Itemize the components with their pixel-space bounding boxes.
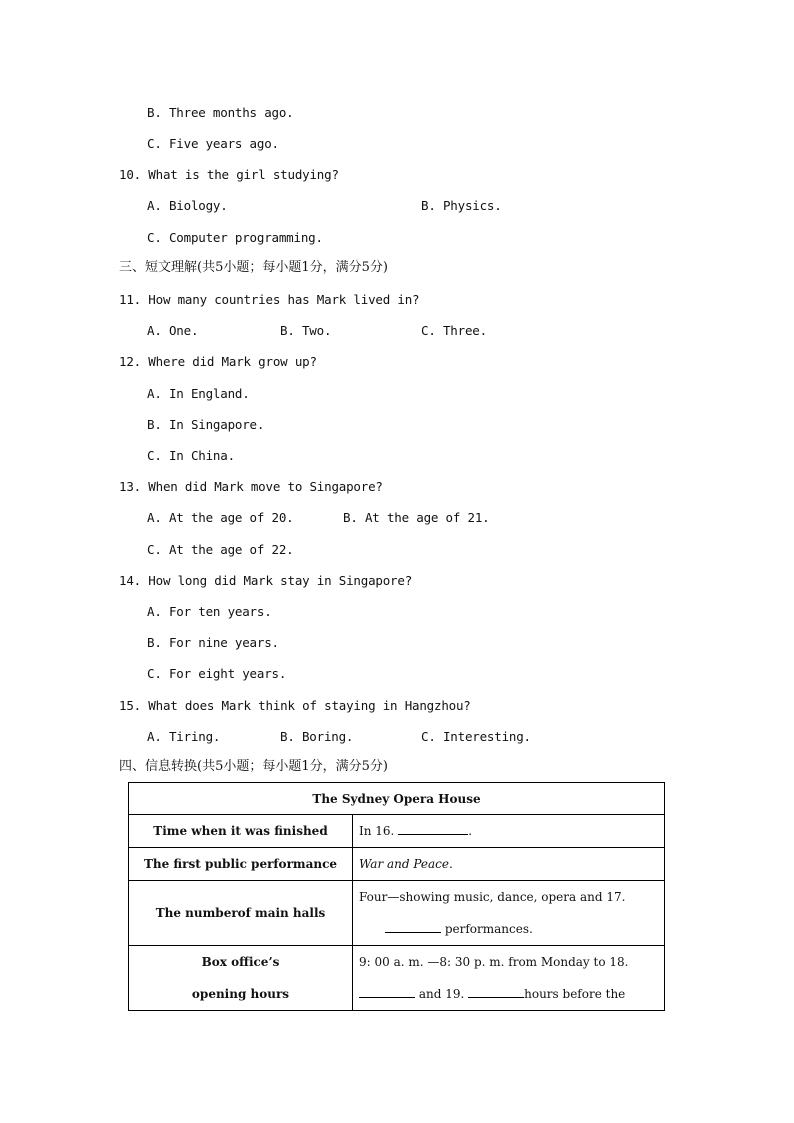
q13-question: 13. When did Mark move to Singapore? (119, 479, 383, 494)
box-office-label-line-1: Box office’s (201, 955, 280, 969)
first-performance-label: The first public performance (129, 848, 353, 881)
answer-19-prefix: and 19. (418, 987, 465, 1001)
main-halls-cell (353, 881, 665, 946)
box-office-line-2-tail: hours before the (524, 987, 626, 1001)
main-halls-label: The numberof main halls (129, 881, 353, 946)
q15-question: 15. What does Mark think of staying in Hangzhou? (119, 698, 471, 713)
table-title: The Sydney Opera House (129, 783, 665, 815)
q12-question: 12. Where did Mark grow up? (119, 354, 317, 369)
q10-option-c: C. Computer programming. (147, 230, 323, 245)
first-performance-cell (353, 848, 665, 881)
answer-17-blank[interactable] (385, 919, 441, 933)
box-office-line-2 (359, 978, 658, 1010)
q11-option-b: B. Two. (280, 323, 332, 338)
box-office-line-1: 9: 00 a. m. —8: 30 p. m. from Monday to 18. (359, 955, 629, 969)
table-row (129, 946, 665, 1011)
box-office-cell (353, 946, 665, 1011)
q15-option-b: B. Boring. (280, 729, 354, 744)
finished-time-cell (353, 815, 665, 848)
main-halls-line-1: Four—showing music, dance, opera and 17. (359, 890, 626, 904)
main-halls-line-2-text: performances. (444, 922, 533, 936)
q14-option-b: B. For nine years. (147, 635, 279, 650)
section-4-heading: 四、信息转换(共5小题；每小题1分，满分5分) (119, 759, 388, 774)
q11-option-a: A. One. (147, 323, 199, 338)
q15-option-c: C. Interesting. (421, 729, 531, 744)
q10-question: 10. What is the girl studying? (119, 167, 339, 182)
answer-16-blank[interactable] (398, 821, 468, 835)
q13-option-c: C. At the age of 22. (147, 542, 294, 557)
q10-option-a: A. Biology. (147, 198, 228, 213)
main-halls-line-2 (359, 913, 658, 945)
q12-option-c: C. In China. (147, 448, 235, 463)
q13-option-a: A. At the age of 20. (147, 510, 294, 525)
q11-question: 11. How many countries has Mark lived in? (119, 292, 420, 307)
section-3-heading: 三、短文理解(共5小题；每小题1分，满分5分) (119, 260, 388, 275)
box-office-label (129, 946, 353, 1011)
table-row (129, 783, 665, 815)
q9-option-c: C. Five years ago. (147, 136, 279, 151)
q14-question: 14. How long did Mark stay in Singapore? (119, 573, 413, 588)
q9-option-b: B. Three months ago. (147, 105, 294, 120)
first-performance-suffix: . (449, 857, 453, 871)
q11-option-c: C. Three. (421, 323, 487, 338)
answer-18-blank[interactable] (359, 984, 415, 998)
finished-time-label: Time when it was finished (129, 815, 353, 848)
q14-option-c: C. For eight years. (147, 666, 287, 681)
first-performance-value: War and Peace (359, 857, 449, 871)
q12-option-a: A. In England. (147, 386, 250, 401)
answer-16-suffix: . (468, 824, 473, 838)
info-table (128, 782, 665, 1011)
q15-option-a: A. Tiring. (147, 729, 221, 744)
answer-19-blank[interactable] (468, 984, 524, 998)
q13-option-b: B. At the age of 21. (343, 510, 490, 525)
box-office-label-line-2: opening hours (191, 987, 290, 1001)
table-row (129, 848, 665, 881)
q12-option-b: B. In Singapore. (147, 417, 265, 432)
q14-option-a: A. For ten years. (147, 604, 272, 619)
table-row (129, 881, 665, 946)
table-row (129, 815, 665, 848)
q10-option-b: B. Physics. (421, 198, 502, 213)
answer-16-prefix: In 16. (359, 824, 395, 838)
